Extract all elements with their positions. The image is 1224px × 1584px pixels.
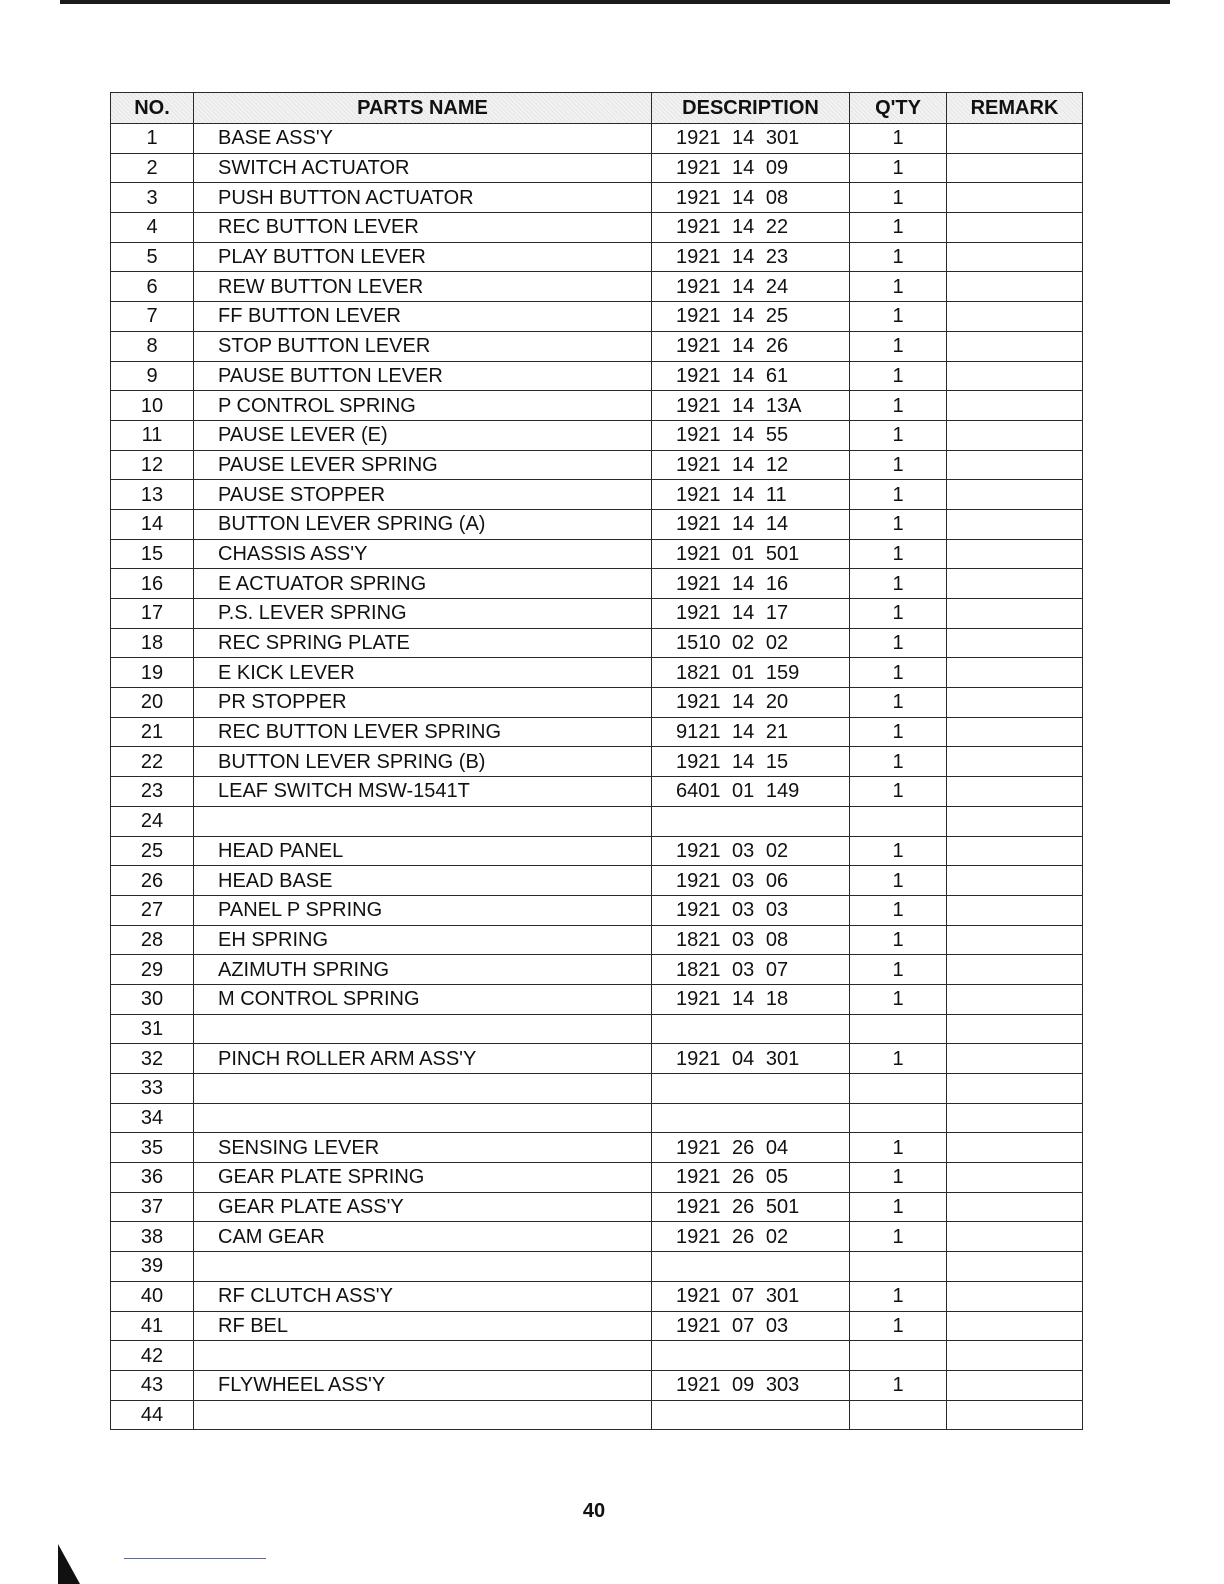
cell-parts-name: E KICK LEVER: [194, 658, 652, 688]
cell-description: 1921 03 02: [652, 836, 850, 866]
cell-description: 1921 14 16: [652, 569, 850, 599]
table-row: [111, 331, 1083, 361]
cell-qty: 1: [850, 925, 947, 955]
cell-no: 43: [111, 1370, 194, 1400]
cell-qty: 1: [850, 302, 947, 332]
cell-qty: 1: [850, 480, 947, 510]
header-description: DESCRIPTION: [652, 93, 850, 124]
cell-no: 25: [111, 836, 194, 866]
cell-description: [652, 1341, 850, 1371]
cell-qty: [850, 806, 947, 836]
table-row: [111, 213, 1083, 243]
cell-parts-name: PLAY BUTTON LEVER: [194, 242, 652, 272]
cell-no: 7: [111, 302, 194, 332]
cell-description: 1921 14 25: [652, 302, 850, 332]
cell-no: 10: [111, 391, 194, 421]
cell-remark: [947, 895, 1083, 925]
cell-remark: [947, 925, 1083, 955]
cell-parts-name: [194, 1103, 652, 1133]
cell-remark: [947, 480, 1083, 510]
cell-qty: 1: [850, 599, 947, 629]
header-no: NO.: [111, 93, 194, 124]
cell-description: 1921 14 18: [652, 984, 850, 1014]
cell-no: 35: [111, 1133, 194, 1163]
cell-qty: 1: [850, 153, 947, 183]
cell-qty: 1: [850, 1311, 947, 1341]
cell-remark: [947, 688, 1083, 718]
cell-no: 26: [111, 866, 194, 896]
cell-qty: 1: [850, 895, 947, 925]
cell-parts-name: EH SPRING: [194, 925, 652, 955]
header-parts-name: PARTS NAME: [194, 93, 652, 124]
cell-parts-name: BASE ASS'Y: [194, 124, 652, 154]
cell-remark: [947, 1103, 1083, 1133]
bottom-rule: [124, 1558, 266, 1559]
cell-no: 39: [111, 1252, 194, 1282]
cell-parts-name: [194, 1252, 652, 1282]
cell-parts-name: P.S. LEVER SPRING: [194, 599, 652, 629]
cell-no: 20: [111, 688, 194, 718]
cell-no: 24: [111, 806, 194, 836]
cell-qty: 1: [850, 1163, 947, 1193]
cell-qty: 1: [850, 747, 947, 777]
cell-remark: [947, 836, 1083, 866]
cell-parts-name: CAM GEAR: [194, 1222, 652, 1252]
cell-remark: [947, 450, 1083, 480]
cell-qty: 1: [850, 420, 947, 450]
cell-no: 21: [111, 717, 194, 747]
cell-description: 1921 14 23: [652, 242, 850, 272]
cell-parts-name: [194, 806, 652, 836]
cell-parts-name: REC SPRING PLATE: [194, 628, 652, 658]
table-body: [111, 124, 1083, 1430]
cell-description: 1921 14 14: [652, 509, 850, 539]
cell-qty: 1: [850, 242, 947, 272]
cell-description: 1821 03 08: [652, 925, 850, 955]
table-row: [111, 1222, 1083, 1252]
table-row: [111, 569, 1083, 599]
table-row: [111, 272, 1083, 302]
cell-remark: [947, 1192, 1083, 1222]
cell-description: [652, 1014, 850, 1044]
table-row: [111, 1163, 1083, 1193]
cell-no: 3: [111, 183, 194, 213]
table-row: [111, 658, 1083, 688]
cell-remark: [947, 1163, 1083, 1193]
cell-parts-name: [194, 1400, 652, 1430]
cell-qty: 1: [850, 450, 947, 480]
table-row: [111, 1103, 1083, 1133]
cell-qty: [850, 1103, 947, 1133]
cell-description: [652, 1400, 850, 1430]
cell-qty: 1: [850, 331, 947, 361]
cell-no: 36: [111, 1163, 194, 1193]
header-remark: REMARK: [947, 93, 1083, 124]
cell-remark: [947, 717, 1083, 747]
cell-remark: [947, 1311, 1083, 1341]
cell-remark: [947, 955, 1083, 985]
cell-parts-name: PUSH BUTTON ACTUATOR: [194, 183, 652, 213]
cell-parts-name: [194, 1074, 652, 1104]
cell-parts-name: P CONTROL SPRING: [194, 391, 652, 421]
cell-qty: 1: [850, 183, 947, 213]
cell-parts-name: GEAR PLATE SPRING: [194, 1163, 652, 1193]
cell-qty: 1: [850, 628, 947, 658]
cell-remark: [947, 331, 1083, 361]
cell-description: 1921 26 501: [652, 1192, 850, 1222]
cell-parts-name: SWITCH ACTUATOR: [194, 153, 652, 183]
cell-no: 32: [111, 1044, 194, 1074]
cell-qty: 1: [850, 1133, 947, 1163]
cell-no: 44: [111, 1400, 194, 1430]
cell-qty: 1: [850, 361, 947, 391]
cell-description: [652, 1103, 850, 1133]
cell-remark: [947, 628, 1083, 658]
cell-remark: [947, 1222, 1083, 1252]
cell-parts-name: SENSING LEVER: [194, 1133, 652, 1163]
table-header: [111, 93, 1083, 124]
cell-remark: [947, 866, 1083, 896]
cell-remark: [947, 302, 1083, 332]
table-row: [111, 777, 1083, 807]
cell-parts-name: REW BUTTON LEVER: [194, 272, 652, 302]
cell-no: 1: [111, 124, 194, 154]
cell-description: 1921 14 55: [652, 420, 850, 450]
cell-remark: [947, 213, 1083, 243]
table-row: [111, 539, 1083, 569]
cell-qty: 1: [850, 1044, 947, 1074]
cell-qty: 1: [850, 569, 947, 599]
cell-parts-name: BUTTON LEVER SPRING (A): [194, 509, 652, 539]
table-row: [111, 242, 1083, 272]
table-row: [111, 1252, 1083, 1282]
cell-no: 29: [111, 955, 194, 985]
cell-description: 1921 14 26: [652, 331, 850, 361]
cell-description: 1921 14 61: [652, 361, 850, 391]
cell-description: 1921 14 301: [652, 124, 850, 154]
cell-qty: 1: [850, 984, 947, 1014]
cell-remark: [947, 509, 1083, 539]
cell-qty: [850, 1400, 947, 1430]
cell-parts-name: FLYWHEEL ASS'Y: [194, 1370, 652, 1400]
cell-qty: [850, 1074, 947, 1104]
cell-no: 40: [111, 1281, 194, 1311]
cell-no: 9: [111, 361, 194, 391]
cell-description: 1921 09 303: [652, 1370, 850, 1400]
cell-no: 41: [111, 1311, 194, 1341]
cell-parts-name: PR STOPPER: [194, 688, 652, 718]
table-row: [111, 599, 1083, 629]
cell-description: 1921 14 11: [652, 480, 850, 510]
cell-no: 4: [111, 213, 194, 243]
cell-no: 16: [111, 569, 194, 599]
cell-parts-name: PAUSE BUTTON LEVER: [194, 361, 652, 391]
cell-description: 1921 14 09: [652, 153, 850, 183]
cell-parts-name: CHASSIS ASS'Y: [194, 539, 652, 569]
cell-parts-name: GEAR PLATE ASS'Y: [194, 1192, 652, 1222]
cell-parts-name: PANEL P SPRING: [194, 895, 652, 925]
cell-parts-name: HEAD BASE: [194, 866, 652, 896]
cell-remark: [947, 747, 1083, 777]
cell-parts-name: LEAF SWITCH MSW-1541T: [194, 777, 652, 807]
cell-remark: [947, 361, 1083, 391]
parts-list-table: [110, 92, 1083, 1430]
table-row: [111, 688, 1083, 718]
cell-remark: [947, 658, 1083, 688]
table-row: [111, 1370, 1083, 1400]
cell-description: 1921 01 501: [652, 539, 850, 569]
cell-remark: [947, 183, 1083, 213]
cell-qty: 1: [850, 509, 947, 539]
table-row: [111, 153, 1083, 183]
cell-remark: [947, 806, 1083, 836]
table-row: [111, 1281, 1083, 1311]
table-row: [111, 420, 1083, 450]
cell-qty: 1: [850, 777, 947, 807]
cell-parts-name: PAUSE LEVER SPRING: [194, 450, 652, 480]
cell-description: [652, 1252, 850, 1282]
cell-no: 31: [111, 1014, 194, 1044]
table-row: [111, 1074, 1083, 1104]
cell-description: 6401 01 149: [652, 777, 850, 807]
cell-no: 14: [111, 509, 194, 539]
cell-remark: [947, 1252, 1083, 1282]
cell-no: 33: [111, 1074, 194, 1104]
cell-qty: 1: [850, 866, 947, 896]
cell-parts-name: PAUSE STOPPER: [194, 480, 652, 510]
table-row: [111, 895, 1083, 925]
table-row: [111, 1341, 1083, 1371]
cell-no: 17: [111, 599, 194, 629]
cell-description: 1921 14 24: [652, 272, 850, 302]
cell-no: 30: [111, 984, 194, 1014]
cell-remark: [947, 391, 1083, 421]
cell-description: [652, 806, 850, 836]
cell-no: 6: [111, 272, 194, 302]
cell-no: 11: [111, 420, 194, 450]
header-qty: Q'TY: [850, 93, 947, 124]
cell-remark: [947, 1074, 1083, 1104]
cell-description: 1921 04 301: [652, 1044, 850, 1074]
cell-remark: [947, 1400, 1083, 1430]
cell-remark: [947, 1014, 1083, 1044]
cell-no: 37: [111, 1192, 194, 1222]
cell-remark: [947, 272, 1083, 302]
table-row: [111, 925, 1083, 955]
cell-no: 34: [111, 1103, 194, 1133]
table-row: [111, 124, 1083, 154]
cell-qty: 1: [850, 658, 947, 688]
cell-no: 18: [111, 628, 194, 658]
cell-parts-name: AZIMUTH SPRING: [194, 955, 652, 985]
page-number: 40: [582, 1500, 606, 1522]
cell-remark: [947, 569, 1083, 599]
cell-parts-name: PINCH ROLLER ARM ASS'Y: [194, 1044, 652, 1074]
cell-remark: [947, 1133, 1083, 1163]
table-row: [111, 361, 1083, 391]
cell-qty: [850, 1252, 947, 1282]
table-row: [111, 183, 1083, 213]
cell-qty: 1: [850, 539, 947, 569]
cell-description: 1921 26 02: [652, 1222, 850, 1252]
cell-qty: [850, 1014, 947, 1044]
table-row: [111, 717, 1083, 747]
header-row: [111, 93, 1083, 124]
cell-parts-name: PAUSE LEVER (E): [194, 420, 652, 450]
cell-qty: 1: [850, 836, 947, 866]
cell-parts-name: HEAD PANEL: [194, 836, 652, 866]
cell-description: 1921 14 22: [652, 213, 850, 243]
cell-description: 1921 14 13A: [652, 391, 850, 421]
corner-registration-mark: [58, 1544, 80, 1584]
cell-remark: [947, 777, 1083, 807]
table-row: [111, 1044, 1083, 1074]
cell-qty: [850, 1341, 947, 1371]
cell-qty: 1: [850, 213, 947, 243]
cell-remark: [947, 420, 1083, 450]
table-row: [111, 955, 1083, 985]
cell-qty: 1: [850, 1370, 947, 1400]
cell-remark: [947, 984, 1083, 1014]
table-row: [111, 302, 1083, 332]
cell-no: 42: [111, 1341, 194, 1371]
cell-parts-name: STOP BUTTON LEVER: [194, 331, 652, 361]
cell-no: 27: [111, 895, 194, 925]
cell-no: 22: [111, 747, 194, 777]
cell-description: 1921 07 301: [652, 1281, 850, 1311]
cell-parts-name: M CONTROL SPRING: [194, 984, 652, 1014]
cell-no: 2: [111, 153, 194, 183]
cell-description: 1921 14 20: [652, 688, 850, 718]
cell-description: 1921 07 03: [652, 1311, 850, 1341]
cell-parts-name: REC BUTTON LEVER SPRING: [194, 717, 652, 747]
cell-parts-name: RF BEL: [194, 1311, 652, 1341]
cell-qty: 1: [850, 272, 947, 302]
cell-parts-name: E ACTUATOR SPRING: [194, 569, 652, 599]
cell-remark: [947, 1281, 1083, 1311]
cell-no: 5: [111, 242, 194, 272]
table-row: [111, 1311, 1083, 1341]
cell-description: 1821 03 07: [652, 955, 850, 985]
table-row: [111, 866, 1083, 896]
table-row: [111, 747, 1083, 777]
cell-description: 1821 01 159: [652, 658, 850, 688]
cell-no: 19: [111, 658, 194, 688]
cell-no: 8: [111, 331, 194, 361]
table-row: [111, 1133, 1083, 1163]
cell-qty: 1: [850, 1192, 947, 1222]
cell-remark: [947, 539, 1083, 569]
table-row: [111, 1400, 1083, 1430]
cell-no: 28: [111, 925, 194, 955]
cell-description: 1921 14 15: [652, 747, 850, 777]
cell-description: 9121 14 21: [652, 717, 850, 747]
cell-remark: [947, 1370, 1083, 1400]
cell-qty: 1: [850, 391, 947, 421]
cell-no: 23: [111, 777, 194, 807]
cell-no: 13: [111, 480, 194, 510]
cell-qty: 1: [850, 1281, 947, 1311]
cell-qty: 1: [850, 955, 947, 985]
table-row: [111, 480, 1083, 510]
cell-description: 1921 14 12: [652, 450, 850, 480]
cell-qty: 1: [850, 688, 947, 718]
cell-remark: [947, 1044, 1083, 1074]
table-row: [111, 1192, 1083, 1222]
cell-qty: 1: [850, 124, 947, 154]
top-border-rule: [60, 0, 1170, 4]
cell-parts-name: FF BUTTON LEVER: [194, 302, 652, 332]
cell-no: 38: [111, 1222, 194, 1252]
cell-remark: [947, 153, 1083, 183]
cell-no: 15: [111, 539, 194, 569]
cell-remark: [947, 242, 1083, 272]
cell-no: 12: [111, 450, 194, 480]
cell-parts-name: [194, 1014, 652, 1044]
table-row: [111, 450, 1083, 480]
table-row: [111, 984, 1083, 1014]
cell-description: 1921 14 08: [652, 183, 850, 213]
cell-parts-name: RF CLUTCH ASS'Y: [194, 1281, 652, 1311]
cell-description: 1921 03 06: [652, 866, 850, 896]
cell-remark: [947, 599, 1083, 629]
cell-description: 1921 03 03: [652, 895, 850, 925]
cell-parts-name: BUTTON LEVER SPRING (B): [194, 747, 652, 777]
table-row: [111, 391, 1083, 421]
cell-description: 1921 26 05: [652, 1163, 850, 1193]
cell-remark: [947, 1341, 1083, 1371]
cell-description: 1921 14 17: [652, 599, 850, 629]
cell-parts-name: REC BUTTON LEVER: [194, 213, 652, 243]
table-row: [111, 836, 1083, 866]
table-row: [111, 509, 1083, 539]
cell-description: 1921 26 04: [652, 1133, 850, 1163]
table-row: [111, 806, 1083, 836]
table-row: [111, 628, 1083, 658]
cell-remark: [947, 124, 1083, 154]
table-row: [111, 1014, 1083, 1044]
cell-description: [652, 1074, 850, 1104]
cell-description: 1510 02 02: [652, 628, 850, 658]
cell-qty: 1: [850, 1222, 947, 1252]
cell-parts-name: [194, 1341, 652, 1371]
cell-qty: 1: [850, 717, 947, 747]
